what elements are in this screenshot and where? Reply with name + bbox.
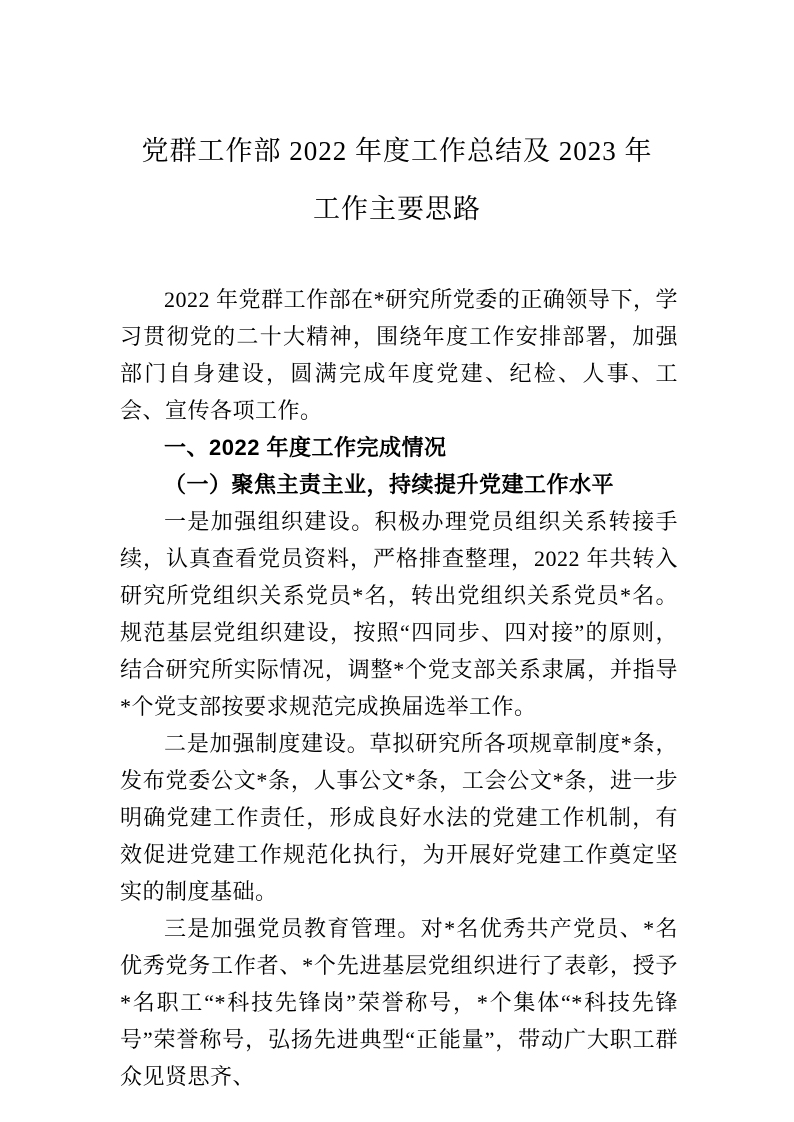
section-heading-2022-work-completion: 一、2022 年度工作完成情况 <box>164 435 447 460</box>
document-title <box>96 122 698 238</box>
paragraph-system-construction: 二是加强制度建设。草拟研究所各项规章制度*条，发布党委公文*条，人事公文*条，工会公文*条，进一步明确党建工作责任，形成良好水法的党建工作机制，有效促进党建工作规范化执行，为开展好党建工作奠定坚实的制度基础。 <box>120 731 678 904</box>
paragraph-org-construction: 一是加强组织建设。积极办理党员组织关系转接手续，认真查看党员资料，严格排查整理，2022 年共转入研究所党组织关系党员*名，转出党组织关系党员*名。规范基层党组织建设，按照“四同步、四对接”的原则，结合研究所实际情况，调整*个党支部关系隶属，并指导*个党支部按要求规范完成换届选举工作。 <box>120 509 678 719</box>
document-body <box>120 281 678 1095</box>
subsection-heading-party-building: （一）聚焦主责主业，持续提升党建工作水平 <box>164 472 615 497</box>
document-title-line-2: 工作主要思路 <box>313 194 481 224</box>
document-title-line-1: 党群工作部 2022 年度工作总结及 2023 年 <box>141 136 653 166</box>
paragraph-intro: 2022 年党群工作部在*研究所党委的正确领导下，学习贯彻党的二十大精神，围绕年度工作安排部署，加强部门自身建设，圆满完成年度党建、纪检、人事、工会、宣传各项工作。 <box>120 287 678 423</box>
paragraph-member-education: 三是加强党员教育管理。对*名优秀共产党员、*名优秀党务工作者、*个先进基层党组织进行了表彰，授予*名职工“*科技先锋岗”荣誉称号，*个集体“*科技先锋号”荣誉称号，弘扬先进典型“正能量”，带动广大职工群众见贤思齐、 <box>120 916 678 1089</box>
